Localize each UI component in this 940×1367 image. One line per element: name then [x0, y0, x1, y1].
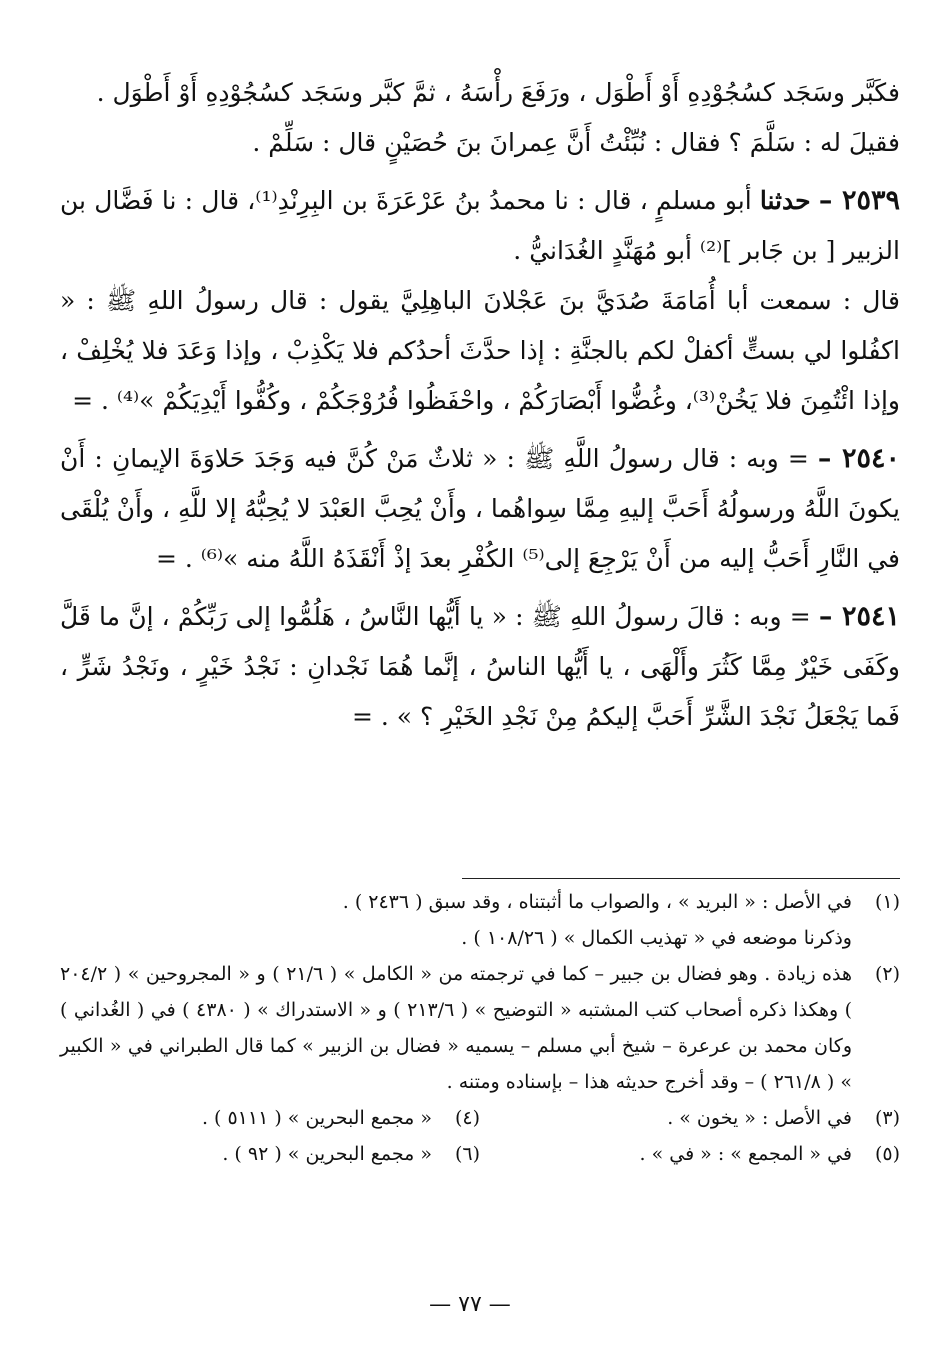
hadith-2539-lead-word: حدثنا — [759, 186, 811, 215]
hadith-number-2541: ٢٥٤١ – — [818, 601, 901, 632]
hadith-number-2540: ٢٥٤٠ – — [817, 443, 900, 474]
hadith-number-2539: ٢٥٣٩ – — [818, 185, 901, 216]
footnote-row-3-4 — [60, 1100, 900, 1136]
footnote-2-text: هذه زيادة . وهو فضال بن جبير – كما في ترجمته من « الكامل » ( ٢١/٦ ) و « المجروحين » ( ٢٠٤/٢ ) وهكذا ذكره أصحاب كتب المشتبه « التوضيح » ( ٢١٣/٦ ) و « الاستدراك » ( ٤٣٨٠ ) في ( الغُداني ) وكان محمد بن عرعرة – شيخ أبي مسلم – يسميه « فضال بن الزبير » كما قال الطبراني في « الكبير » ( ٢٦١/٨ ) – وقد أخرج حديثه هذا – بإسناده ومتنه . — [60, 963, 853, 1093]
footnote-row-5-6 — [60, 1136, 900, 1172]
footnote-3-text: في الأصل : « يخون » . — [667, 1107, 852, 1129]
footnote-2 — [60, 956, 900, 1100]
hadith-2541-text: = وبه : قالَ رسولُ اللهِ ﷺ : « يا أَيُّها النَّاسُ ، هَلُمُّوا إلى رَبِّكُمْ ، إنَّ ما قَلَّ وكَفَى خَيْرٌ مِمَّا كَثُرَ وأَلْهَى ، يا أَيُّها الناسُ ، إنَّما هُمَا نَجْدانِ : نَجْدُ خَيْرٍ ، ونَجْدُ شَرٍّ ، فَما يَجْعَلُ نَجْدَ الشَّرِّ أَحَبَّ إليكمُ مِنْ نَجْدِ الخَيْرِ ؟ » . = — [60, 602, 900, 731]
footnote-4 — [60, 1100, 480, 1136]
footnote-5-number: (٥) — [874, 1143, 900, 1165]
footnote-5-text: في « المجمع » : « في » . — [639, 1143, 852, 1165]
hadith-2539-isnad — [60, 176, 900, 276]
footnote-6-text: « مجمع البحرين » ( ٩٢ ) . — [222, 1143, 432, 1165]
hadith-2540 — [60, 434, 900, 584]
footnote-6 — [60, 1136, 480, 1172]
hadith-2541 — [60, 592, 900, 742]
footnote-3 — [480, 1100, 900, 1136]
footnotes — [60, 884, 900, 1172]
footnote-2-number: (٢) — [874, 963, 900, 985]
footnote-4-text: « مجمع البحرين » ( ٥١١١ ) . — [201, 1107, 432, 1129]
footnote-1-number: (١) — [874, 891, 900, 913]
footnote-1-text-continued: وذكرنا موضعه في « تهذيب الكمال » ( ١٠٨/٢٦ ) . — [461, 927, 852, 949]
main-text — [60, 68, 900, 742]
footnote-6-number: (٦) — [454, 1143, 480, 1165]
hadith-2539-matn: قال : سمعت أبا أُمَامَةَ صُدَيَّ بنَ عَجْلانَ الباهِلِيَّ يقول : قال رسولُ اللهِ ﷺ : « اكفُلوا لي بستٍّ أكفلْ لكم بالجنَّةِ : إذا حدَّثَ أحدُكم فلا يَكْذِبْ ، وإذا وَعَدَ فلا يُخْلِفْ ، وإذا ائْتُمِنَ فلا يَخُنْ⁽³⁾، وغُضُّوا أَبْصَارَكُمْ ، واحْفَظُوا فُرُوْجَكُمْ ، وكُفُّوا أَيْدِيَكُمْ »⁽⁴⁾ . = — [60, 286, 900, 415]
paragraph-salam: فقيلَ له : سَلَّمَ ؟ فقال : نُبِّئْتُ أَنَّ عِمرانَ بنَ حُصَيْنٍ قال : سَلِّمْ . — [252, 128, 900, 157]
footnote-4-number: (٤) — [454, 1107, 480, 1129]
footnote-3-number: (٣) — [874, 1107, 900, 1129]
page-number: — ٧٧ — — [429, 1292, 511, 1317]
hadith-2539-chain: أبو مسلمٍ ، قال : نا محمدُ بنُ عَرْعَرَةَ بن البِرِنْدِ⁽¹⁾، قال : نا فَضَّال بن الزبير [ بن جَابر ]⁽²⁾ أبو مُهَنَّدٍ الغُدَانيُّ . — [60, 186, 900, 265]
footnote-separator — [462, 878, 900, 879]
hadith-2540-text: = وبه : قال رسولُ اللَّهِ ﷺ : « ثلاثٌ مَنْ كُنَّ فيه وَجَدَ حَلاوَةَ الإيمانِ : أَنْ يكونَ اللَّهُ ورسولُهُ أَحَبَّ إليهِ مِمَّا سِواهُما ، وأَنْ يُحِبَّ العَبْدَ لا يُحِبُّهُ إلا للَّهِ ، وأَنْ يُلْقَى في النَّارِ أَحَبُّ إليه من أَنْ يَرْجِعَ إلى⁽⁵⁾ الكُفْرِ بعدَ إذْ أَنْقَذَهُ اللَّهُ منه »⁽⁶⁾ . = — [60, 444, 900, 573]
footnote-1 — [60, 884, 900, 956]
footnote-1-text: في الأصل : « البريد » ، والصواب ما أثبتناه ، وقد سبق ( ٢٤٣٦ ) . — [342, 891, 852, 913]
footnote-5 — [480, 1136, 900, 1172]
paragraph-continuation: فكَبَّر وسَجَد كسُجُوْدِهِ أَوْ أَطْوَل ، ورَفَعَ رأْسَهُ ، ثمَّ كبَّر وسَجَد كسُجُوْدِهِ أَوْ أَطْوَل . — [96, 78, 900, 107]
